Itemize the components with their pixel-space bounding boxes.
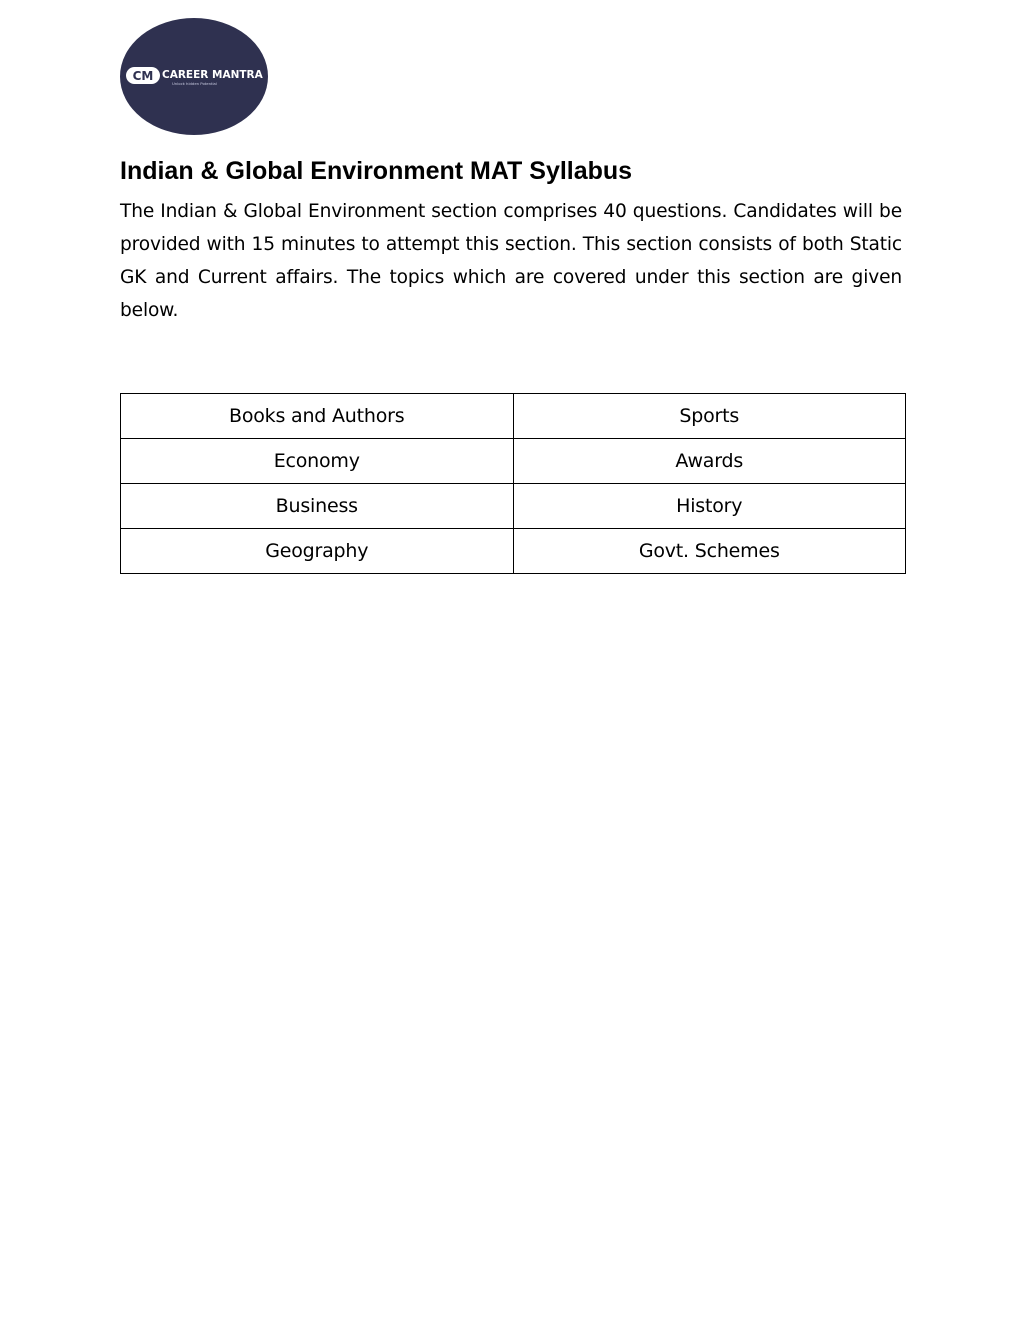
topic-cell: Govt. Schemes (513, 529, 906, 574)
topic-cell: Sports (513, 394, 906, 439)
table-row (121, 394, 906, 439)
topic-cell: Books and Authors (121, 394, 514, 439)
logo-graphic (120, 18, 268, 135)
logo-mark: CM (132, 69, 154, 83)
page-title: Indian & Global Environment MAT Syllabus (120, 157, 633, 185)
topics-table (120, 393, 906, 574)
topic-cell: Awards (513, 439, 906, 484)
logo-brand: CAREER MANTRA (162, 69, 263, 81)
topic-cell: Economy (121, 439, 514, 484)
career-mantra-logo (120, 18, 268, 135)
table-row (121, 439, 906, 484)
intro-paragraph: The Indian & Global Environment section comprises 40 questions. Candidates will be provided with 15 minutes to attempt this section. This section consists of both Static GK and Current affairs. The topics which are covered under this section are given below. (120, 201, 902, 321)
topic-cell: Geography (121, 529, 514, 574)
table-row (121, 529, 906, 574)
topic-cell: History (513, 484, 906, 529)
logo-tagline: Unlock hidden Potential (172, 81, 217, 86)
topic-cell: Business (121, 484, 514, 529)
table-row (121, 484, 906, 529)
